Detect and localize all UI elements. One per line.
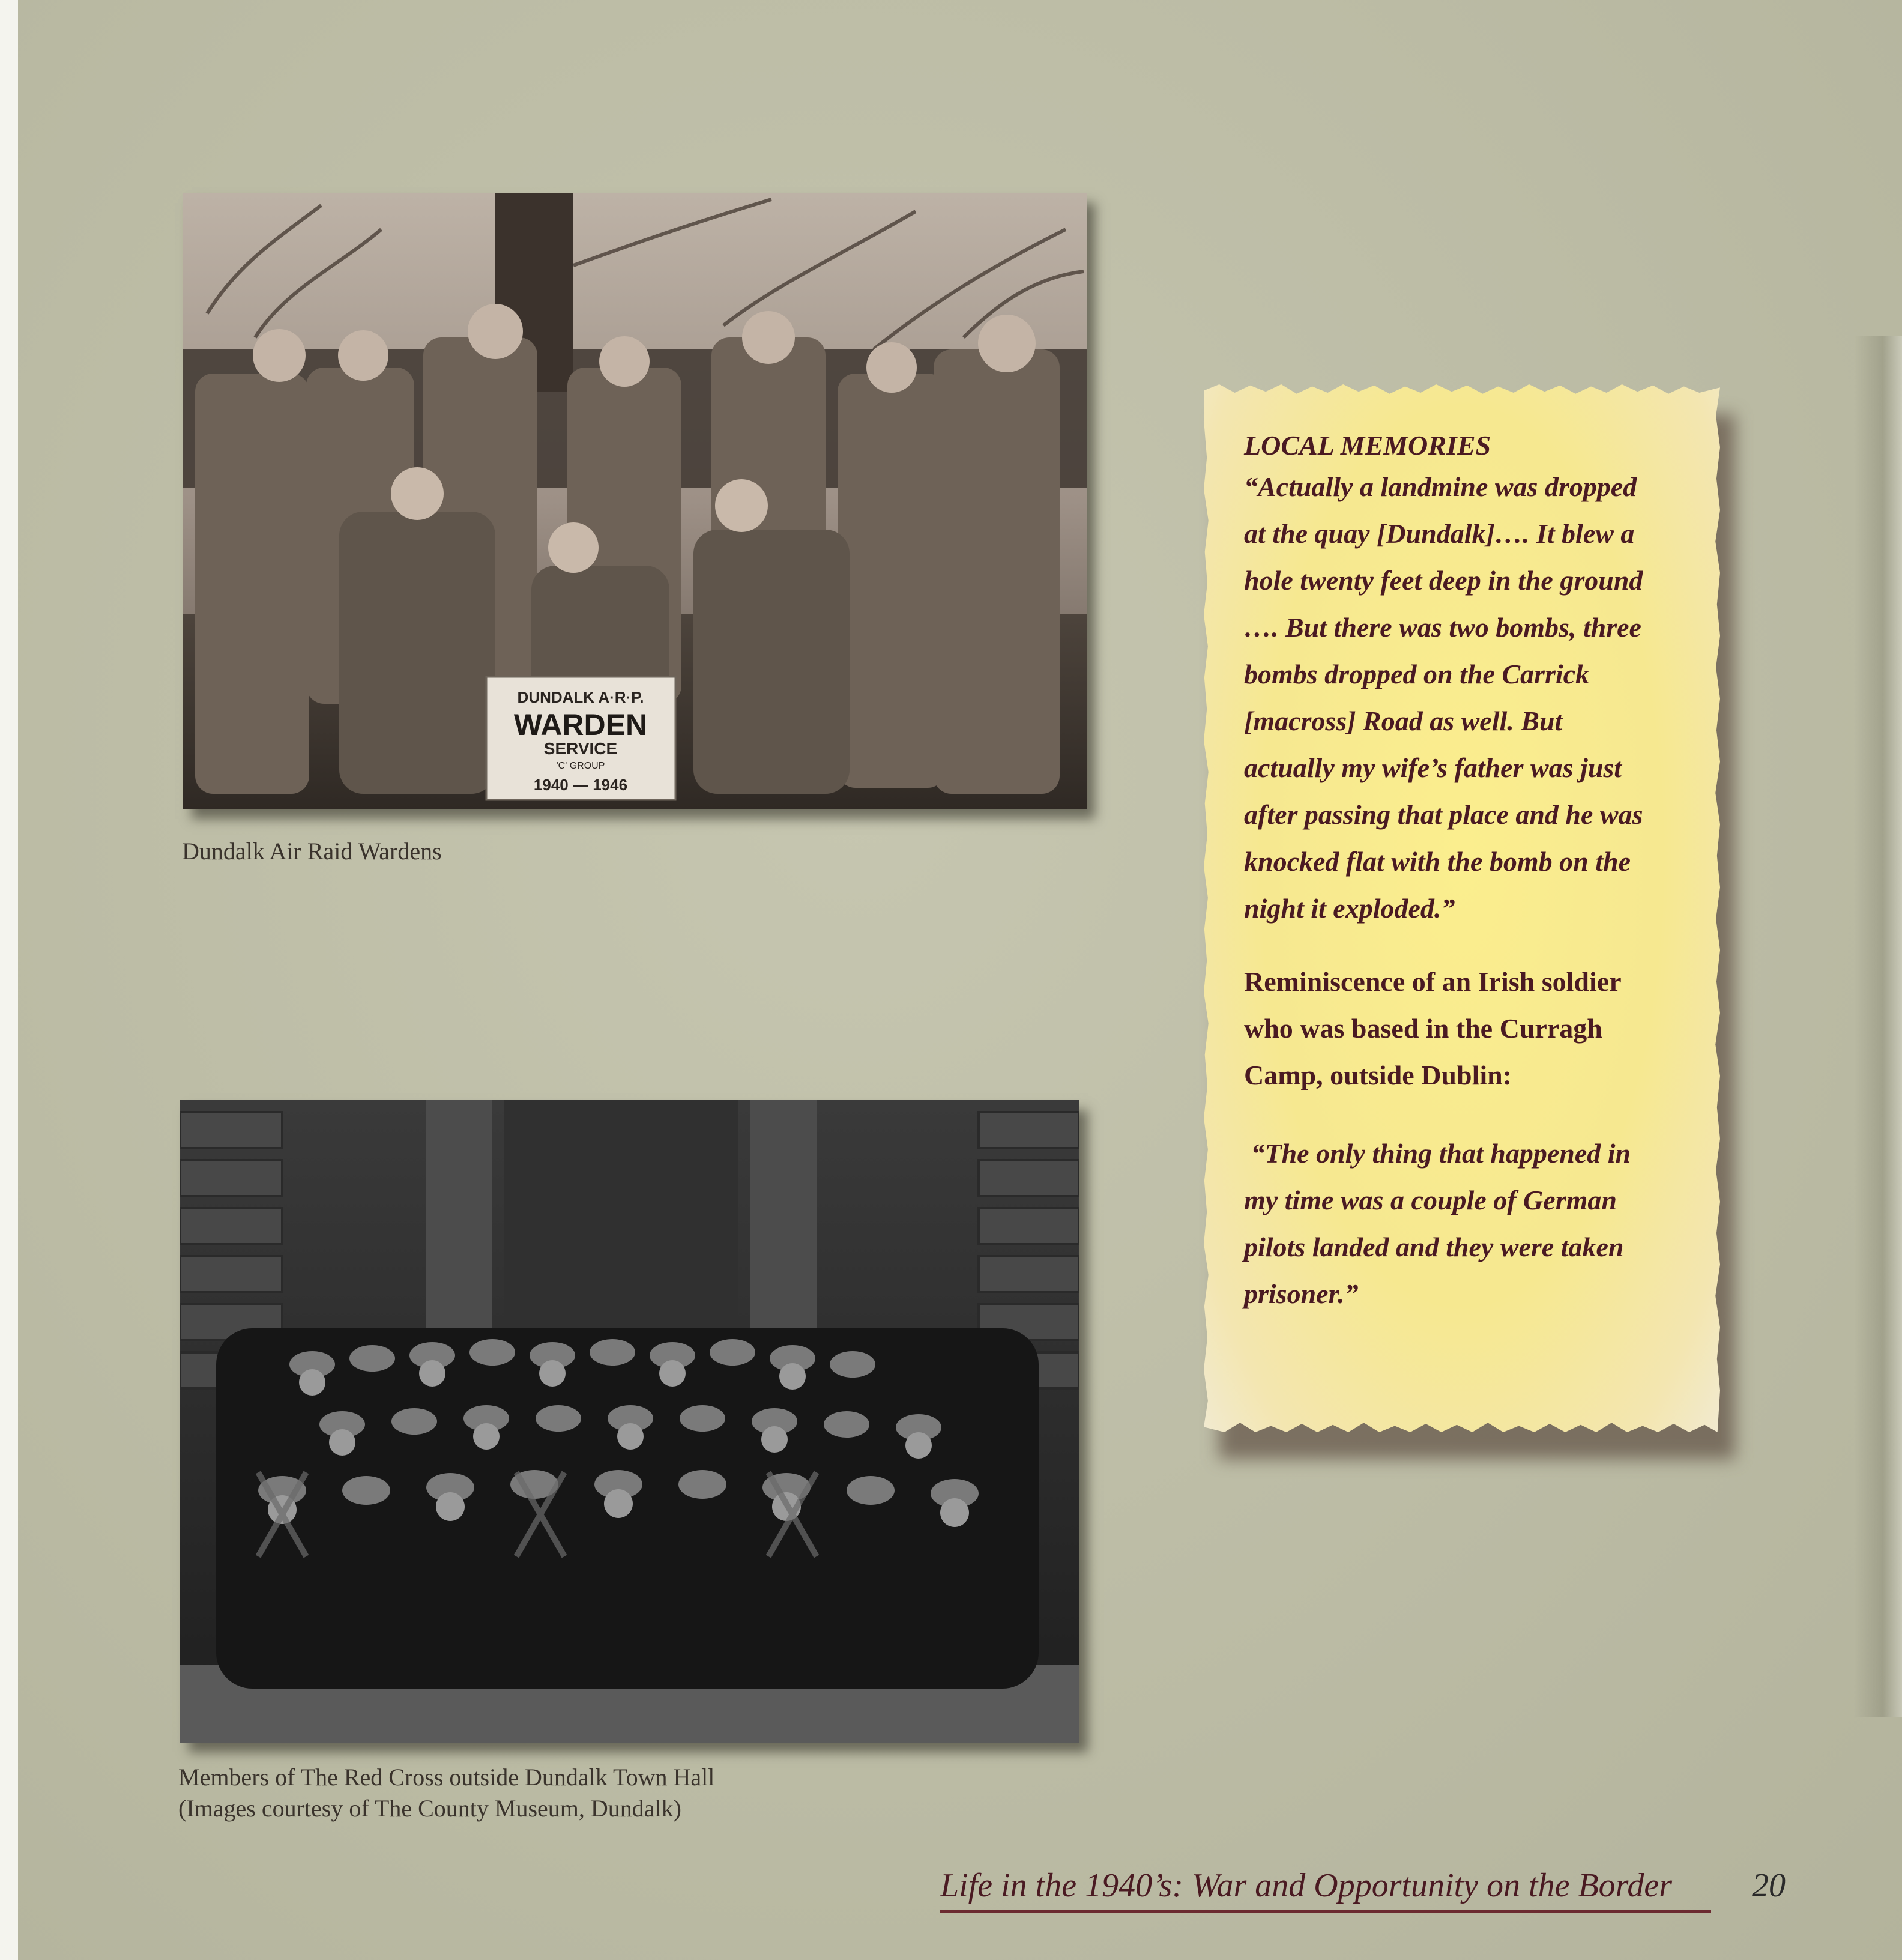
sign-line-5: 1940 — 1946 [533, 776, 628, 794]
page-fold-shadow [1854, 336, 1902, 1717]
warden-sign [486, 677, 675, 800]
wardens-photo-graphic [183, 193, 1087, 809]
photo-red-cross-members [180, 1100, 1079, 1743]
spacer [1244, 932, 1700, 958]
redcross-photo-graphic [180, 1100, 1079, 1743]
sign-line-4: 'C' GROUP [556, 761, 605, 771]
memories-quote-line: [macross] Road as well. But [1244, 706, 1563, 736]
memories-quote2-line: “The only thing that happened in [1244, 1138, 1631, 1169]
memories-heading: LOCAL MEMORIES [1244, 430, 1491, 461]
memories-quote-line: night it exploded.” [1244, 893, 1455, 924]
memories-quote-line: “Actually a landmine was dropped [1244, 471, 1637, 502]
caption-wardens: Dundalk Air Raid Wardens [182, 838, 442, 865]
memories-quote2-line: prisoner.” [1244, 1278, 1359, 1309]
sign-line-2: WARDEN [513, 708, 648, 742]
spacer [1244, 1099, 1700, 1130]
memories-attribution-line: Camp, outside Dublin: [1244, 1060, 1512, 1090]
photo-air-raid-wardens [183, 193, 1087, 809]
page-left-edge [0, 0, 18, 1960]
caption-redcross-line-1: Members of The Red Cross outside Dundalk Town Hall [178, 1764, 715, 1791]
memories-quote-line: hole twenty feet deep in the ground [1244, 565, 1643, 596]
footer-book-title: Life in the 1940’s: War and Opportunity on the Border [940, 1867, 1673, 1904]
footer-underline [940, 1910, 1711, 1913]
memories-attribution-line: Reminiscence of an Irish soldier [1244, 966, 1622, 997]
memories-quote2-line: my time was a couple of German [1244, 1185, 1617, 1215]
memories-quote-line: at the quay [Dundalk]…. It blew a [1244, 518, 1635, 549]
memories-note-text [1244, 428, 1700, 1317]
memories-attribution-line: who was based in the Curragh [1244, 1013, 1602, 1044]
memories-quote-line: …. But there was two bombs, three [1244, 612, 1641, 643]
memories-quote-line: after passing that place and he was [1244, 799, 1643, 830]
memories-quote2-line: pilots landed and they were taken [1244, 1232, 1624, 1262]
memories-quote-line: bombs dropped on the Carrick [1244, 659, 1590, 689]
caption-redcross-line-2: (Images courtesy of The County Museum, Dundalk) [178, 1795, 681, 1822]
sign-line-3: SERVICE [543, 739, 618, 758]
memories-quote-line: actually my wife’s father was just [1244, 752, 1622, 783]
page-number: 20 [1752, 1867, 1786, 1904]
memories-quote-line: knocked flat with the bomb on the [1244, 846, 1631, 877]
sign-line-1: DUNDALK A·R·P. [517, 688, 644, 706]
caption-redcross [178, 1762, 714, 1824]
